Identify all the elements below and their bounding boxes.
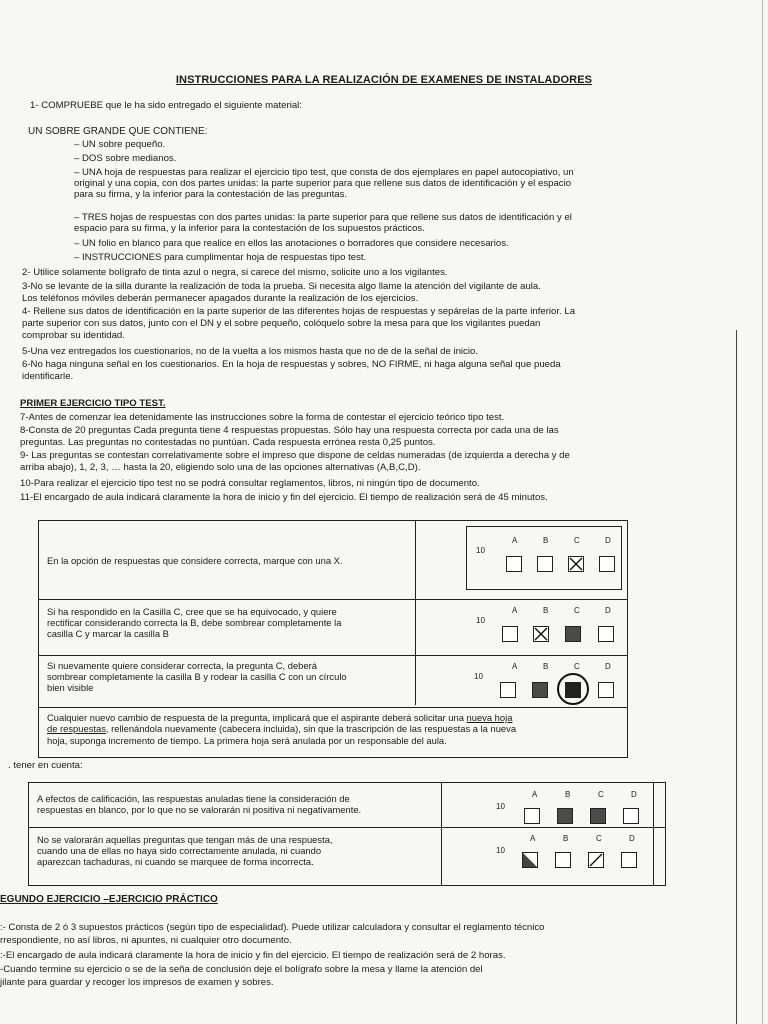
material-item: – UN sobre pequeño. (74, 139, 166, 150)
checkbox-b-x-mark-icon (533, 626, 549, 642)
checkbox-d (598, 682, 614, 698)
checkbox-c-slash-icon (588, 852, 604, 868)
segundo-line: rrespondiente, no así libros, ni apuntes, ni cualquier otro documento. (0, 935, 292, 946)
instruction-line: parte superior con sus datos, junto con el DN y el sobre pequeño, colóquelo sobre la mesa para que los vigilantes puedan (22, 318, 541, 329)
answer-example-1 (466, 526, 622, 590)
page-edge (762, 0, 763, 1024)
label-d: D (605, 606, 611, 615)
document-title: INSTRUCCIONES PARA LA REALIZACIÓN DE EXAMENES DE INSTALADORES (175, 74, 593, 86)
label-b: B (543, 662, 549, 671)
question-number: 10 (496, 802, 505, 811)
label-a: A (512, 606, 518, 615)
label-d: D (631, 790, 637, 799)
checkbox-d (599, 556, 615, 572)
row-text: A efectos de calificación, las respuestas anuladas tiene la consideración de (37, 793, 350, 804)
table-footer-row (39, 707, 627, 758)
primer-line: preguntas. Las preguntas no contestadas no puntúan. Cada respuesta errónea resta 0,25 puntos. (20, 437, 436, 448)
footer-text-part: , rellenándola nuevamente (cabecera incluida), sin que la trascripción de las respuestas a la nueva (105, 723, 517, 734)
material-item: original y una copia, con dos partes unidas: la parte superior para que rellene sus datos de identificación y el espacio (74, 178, 572, 189)
footer-underlined: nueva hoja (466, 712, 513, 723)
answer-example-3 (466, 658, 622, 710)
segundo-line: jilante para guardar y recoger los impresos de examen y sobres. (0, 977, 274, 988)
label-c: C (574, 662, 580, 671)
instruction-line: identificarle. (22, 371, 74, 382)
row-text: casilla C y marcar la casilla B (47, 628, 169, 639)
checkbox-b (537, 556, 553, 572)
checkbox-a (500, 682, 516, 698)
material-item: – UN folio en blanco para que realice en ellos las anotaciones o borradores que considere necesarios. (74, 238, 509, 249)
row-text: Si nuevamente quiere considerar correcta, la pregunta C, deberá (47, 660, 317, 671)
checkbox-d (598, 626, 614, 642)
answer-example-2 (466, 600, 622, 656)
instruction-line: comprobar su identidad. (22, 330, 125, 341)
checkbox-b-shaded (532, 682, 548, 698)
row-text: sombrear completamente la casilla B y rodear la casilla C con un círculo (47, 671, 347, 682)
intro-line: 1- COMPRUEBE que le ha sido entregado el siguiente material: (30, 100, 302, 111)
segundo-line: -Cuando termine su ejercicio o se de la seña de conclusión deje el bolígrafo sobre la mesa y llame la atención del (0, 964, 483, 975)
label-d: D (605, 662, 611, 671)
label-b: B (543, 536, 549, 545)
label-d: D (605, 536, 611, 545)
material-item: para su firma, y la inferior para la contestación de las preguntas. (74, 189, 348, 200)
checkbox-a (524, 808, 540, 824)
instruction-line: 5-Una vez entregados los cuestionarios, no de la vuelta a los mismos hasta que no de de la señal de inicio. (22, 346, 478, 357)
row-text: Si ha respondido en la Casilla C, cree que se ha equivocado, y quiere (47, 606, 337, 617)
row-text: respuestas en blanco, por lo que no se valorarán ni positiva ni negativamente. (37, 804, 362, 815)
primer-line: 9- Las preguntas se contestan correlativamente sobre el impreso que dispone de celdas numeradas (de izquierda a derecha y de (20, 450, 570, 461)
primer-line: arriba abajo), 1, 2, 3, … hasta la 20, eligiendo solo una de las opciones alternativas (A,B,C,D). (20, 462, 421, 473)
material-item: espacio para su firma, y la inferior para la contestación de los supuestos prácticos. (74, 223, 425, 234)
instruction-line: 4- Rellene sus datos de identificación en la parte superior de las diferentes hojas de respuestas y sepárelas de la parte inferior. La (22, 306, 576, 317)
checkbox-c-x-mark-icon (568, 556, 584, 572)
label-b: B (565, 790, 571, 799)
primer-line: 8-Consta de 20 preguntas Cada pregunta tiene 4 respuestas propuestas. Sólo hay una respuesta correcta por cada una de las (20, 425, 559, 436)
label-a: A (512, 662, 518, 671)
question-number: 10 (496, 846, 505, 855)
circle-mark-icon (557, 673, 589, 705)
tener-en-cuenta: . tener en cuenta: (8, 760, 83, 771)
row-text: rectificar considerando correcta la B, debe sombrear completamente la (47, 617, 342, 628)
footer-text: hoja, suponga incremento de tiempo. La primera hoja será anulada por un responsable del aula. (47, 735, 447, 746)
label-d: D (629, 834, 635, 843)
primer-line: 7-Antes de comenzar lea detenidamente las instrucciones sobre la forma de contestar el ejercicio teórico tipo test. (20, 412, 505, 423)
footer-text (47, 723, 516, 734)
footer-underlined: de respuestas (47, 723, 106, 734)
instruction-line: 2- Utilice solamente bolígrafo de tinta azul o negra, si carece del mismo, solicite uno a los vigilantes. (22, 267, 448, 278)
material-item: – UNA hoja de respuestas para realizar el ejercicio tipo test, que consta de dos ejemplares en papel autocopiativo, un (74, 167, 574, 178)
checkbox-a (502, 626, 518, 642)
label-c: C (574, 606, 580, 615)
row-text: cuando una de ellas no haya sido correctamente anulada, ni cuando (37, 845, 322, 856)
segundo-heading: EGUNDO EJERCICIO –EJERCICIO PRÁCTICO (0, 894, 218, 905)
material-item: – INSTRUCCIONES para cumplimentar hoja de respuestas tipo test. (74, 252, 367, 263)
instruction-line: 6-No haga ninguna señal en los cuestionarios. En la hoja de respuestas y sobres, NO FIRME, ni haga alguna señal que pueda (22, 359, 561, 370)
checkbox-b-shaded (557, 808, 573, 824)
question-number: 10 (474, 672, 483, 681)
sobre-heading: UN SOBRE GRANDE QUE CONTIENE: (28, 126, 208, 137)
instruction-line: Los teléfonos móviles deberán permanecer apagados durante la realización de los ejercicios. (22, 293, 419, 304)
label-b: B (563, 834, 569, 843)
row-text: No se valorarán aquellas preguntas que tengan más de una respuesta, (37, 834, 333, 845)
footer-text-part: Cualquier nuevo cambio de respuesta de la pregunta, implicará que el aspirante deberá solicitar una (47, 712, 467, 723)
checkbox-b (555, 852, 571, 868)
checkbox-c-shaded (590, 808, 606, 824)
segundo-line: :-El encargado de aula indicará claramente la hora de inicio y fin del ejercicio. El tiempo de realización será de 2 horas. (0, 950, 506, 961)
label-a: A (512, 536, 518, 545)
label-a: A (530, 834, 536, 843)
checkbox-d (623, 808, 639, 824)
row-text: En la opción de respuestas que considere correcta, marque con una X. (47, 555, 343, 566)
row-text: aparezcan tachaduras, ni cuando se marquee de forma incorrecta. (37, 856, 314, 867)
segundo-line: :- Consta de 2 ó 3 supuestos prácticos (según tipo de especialidad). Puede utilizar calculadora y consultar el reglamento técnico (0, 922, 545, 933)
answer-example-5 (490, 832, 650, 880)
checkbox-c-shaded (565, 626, 581, 642)
material-item: – DOS sobre medianos. (74, 153, 177, 164)
checkbox-a (506, 556, 522, 572)
label-c: C (598, 790, 604, 799)
checkbox-d (621, 852, 637, 868)
material-item: – TRES hojas de respuestas con dos partes unidas: la parte superior para que rellene sus datos de identificación y el (74, 212, 572, 223)
primer-line: 11-El encargado de aula indicará claramente la hora de inicio y fin del ejercicio. El tiempo de realización será de 45 minutos. (20, 492, 548, 503)
footer-text (47, 712, 512, 723)
question-number: 10 (476, 616, 485, 625)
label-b: B (543, 606, 549, 615)
label-c: C (574, 536, 580, 545)
question-number: 10 (476, 546, 485, 555)
answer-example-4 (490, 788, 650, 828)
primer-heading: PRIMER EJERCICIO TIPO TEST. (20, 398, 166, 409)
row-text: bien visible (47, 682, 94, 693)
label-a: A (532, 790, 538, 799)
label-c: C (596, 834, 602, 843)
checkbox-a-half-shaded-icon (522, 852, 538, 868)
instruction-line: 3-No se levante de la silla durante la realización de toda la prueba. Si necesita algo llame la atención del vigilante de aula. (22, 281, 541, 292)
primer-line: 10-Para realizar el ejercicio tipo test no se podrá consultar reglamentos, libros, ni ningún tipo de documento. (20, 478, 480, 489)
margin-rule (736, 330, 737, 1024)
